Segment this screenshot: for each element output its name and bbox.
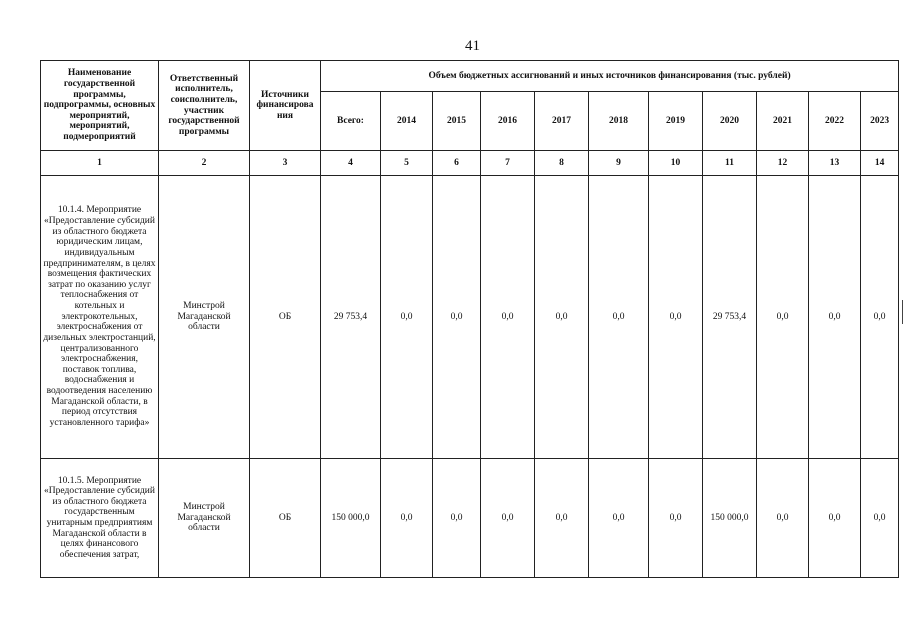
column-number: 4 [321,151,381,176]
value-cell: 0,0 [649,459,703,578]
column-number: 7 [481,151,535,176]
value-cell: 0,0 [433,459,481,578]
header-year: 2021 [757,92,809,151]
column-number: 6 [433,151,481,176]
header-year: 2019 [649,92,703,151]
header-name: Наименование государственной программы, подпрограммы, основных мероприятий, мероприятий, подмероприятий [41,61,159,151]
column-number: 13 [809,151,861,176]
value-cell: 0,0 [649,176,703,459]
value-cell: 0,0 [809,459,861,578]
header-year: 2016 [481,92,535,151]
total-cell: 29 753,4 [321,176,381,459]
column-number: 9 [589,151,649,176]
header-year: 2014 [381,92,433,151]
scan-artifact [902,300,903,324]
column-number: 14 [861,151,899,176]
column-number: 1 [41,151,159,176]
header-responsible: Ответственный исполнитель, соисполнитель, участник государственной программы [159,61,250,151]
header-total: Всего: [321,92,381,151]
value-cell: 0,0 [861,459,899,578]
header-year: 2023 [861,92,899,151]
value-cell: 0,0 [861,176,899,459]
value-cell: 0,0 [481,459,535,578]
responsible-cell: Минстрой Магаданской области [159,176,250,459]
table-row [41,459,899,578]
value-cell: 0,0 [757,176,809,459]
value-cell: 0,0 [481,176,535,459]
column-number: 8 [535,151,589,176]
value-cell: 0,0 [589,176,649,459]
column-number: 12 [757,151,809,176]
column-number: 3 [250,151,321,176]
header-year: 2017 [535,92,589,151]
value-cell: 0,0 [589,459,649,578]
value-cell: 0,0 [535,176,589,459]
column-number: 11 [703,151,757,176]
measure-name: 10.1.4. Мероприятие «Предоставление субсидий из областного бюджета юридическим лицам, индивидуальным предпринимателям, в целях возмещения фактических затрат по оказанию услуг теплоснабжения от котельных и электрокотельных, электроснабжения от дизельных электростанций, централизованного электроснабжения, поставок топлива, водоснабжения и водоотведения населению Магаданской области, в период отсутствия установленного тарифа» [41,176,159,459]
total-cell: 150 000,0 [321,459,381,578]
header-sources: Источники финансирова ния [250,61,321,151]
value-cell: 0,0 [433,176,481,459]
table-row [41,176,899,459]
responsible-cell: Минстрой Магаданской области [159,459,250,578]
header-year: 2015 [433,92,481,151]
header-year: 2018 [589,92,649,151]
page-number: 41 [465,38,480,54]
budget-table [40,60,899,578]
source-cell: ОБ [250,176,321,459]
column-number: 5 [381,151,433,176]
source-cell: ОБ [250,459,321,578]
value-cell: 29 753,4 [703,176,757,459]
measure-name: 10.1.5. Мероприятие «Предоставление субсидий из областного бюджета государственным унитарным предприятиям Магаданской области в целях финансового обеспечения затрат, [41,459,159,578]
header-year: 2020 [703,92,757,151]
value-cell: 0,0 [381,176,433,459]
column-number: 10 [649,151,703,176]
header-year: 2022 [809,92,861,151]
value-cell: 0,0 [535,459,589,578]
column-number: 2 [159,151,250,176]
value-cell: 0,0 [757,459,809,578]
value-cell: 150 000,0 [703,459,757,578]
value-cell: 0,0 [381,459,433,578]
value-cell: 0,0 [809,176,861,459]
header-volume: Объем бюджетных ассигнований и иных источников финансирования (тыс. рублей) [321,61,899,92]
